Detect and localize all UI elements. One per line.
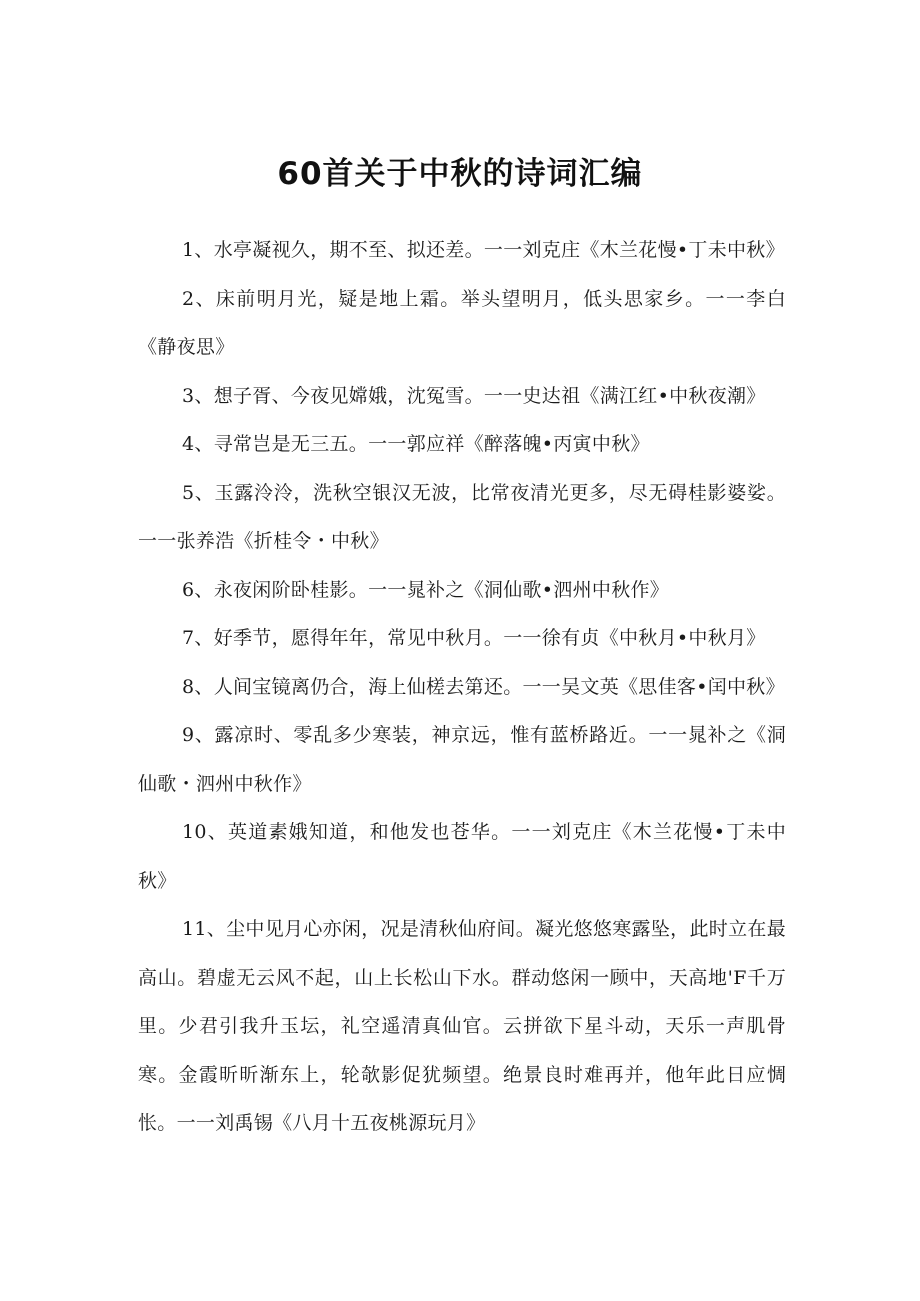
poem-list <box>138 226 786 1148</box>
poem-entry-5: 5、玉露泠泠，洗秋空银汉无波，比常夜清光更多，尽无碍桂影婆娑。一一张养浩《折桂令・中秋》 <box>138 481 786 552</box>
document-title: 60首关于中秋的诗词汇编 <box>277 156 643 192</box>
poem-entry-9: 9、露凉时、零乱多少寒装，神京远，惟有蓝桥路近。一一晁补之《洞仙歌・泗州中秋作》 <box>138 724 786 795</box>
poem-entry-7: 7、好季节，愿得年年，常见中秋月。一一徐有贞《中秋月•中秋月》 <box>182 627 766 649</box>
poem-entry-10: 10、英道素娥知道，和他发也苍华。一一刘克庄《木兰花慢•丁未中秋》 <box>138 821 786 892</box>
poem-entry-3: 3、想子胥、今夜见嫦娥，沈冤雪。一一史达祖《满江红•中秋夜潮》 <box>182 384 766 407</box>
poem-entry-2: 2、床前明月光，疑是地上霜。举头望明月，低头思家乡。一一李白《静夜思》 <box>138 287 786 358</box>
poem-entry-4: 4、寻常岂是无三五。一一郭应祥《醉落魄•丙寅中秋》 <box>182 433 650 455</box>
poem-entry-11: 11、尘中见月心亦闲，况是清秋仙府间。凝光悠悠寒露坠，此时立在最高山。碧虚无云风不起，山上长松山下水。群动悠闲一顾中，天高地'F千万里。少君引我升玉坛，礼空遥清真仙官。云拼欲下星斗动，天乐一声肌骨寒。金霞昕昕渐东上，轮欹影促犹频望。绝景良时难再并，他年此日应惆怅。一一刘禹锡《八月十五夜桃源玩月》 <box>138 918 786 1134</box>
poem-entry-1: 1、水亭凝视久，期不至、拟还差。一一刘克庄《木兰花慢•丁未中秋》 <box>182 239 785 261</box>
poem-entry-6: 6、永夜闲阶卧桂影。一一晁补之《洞仙歌•泗州中秋作》 <box>182 578 670 601</box>
poem-entry-8: 8、人间宝镜离仍合，海上仙槎去第还。一一吴文英《思佳客•闰中秋》 <box>182 675 785 698</box>
